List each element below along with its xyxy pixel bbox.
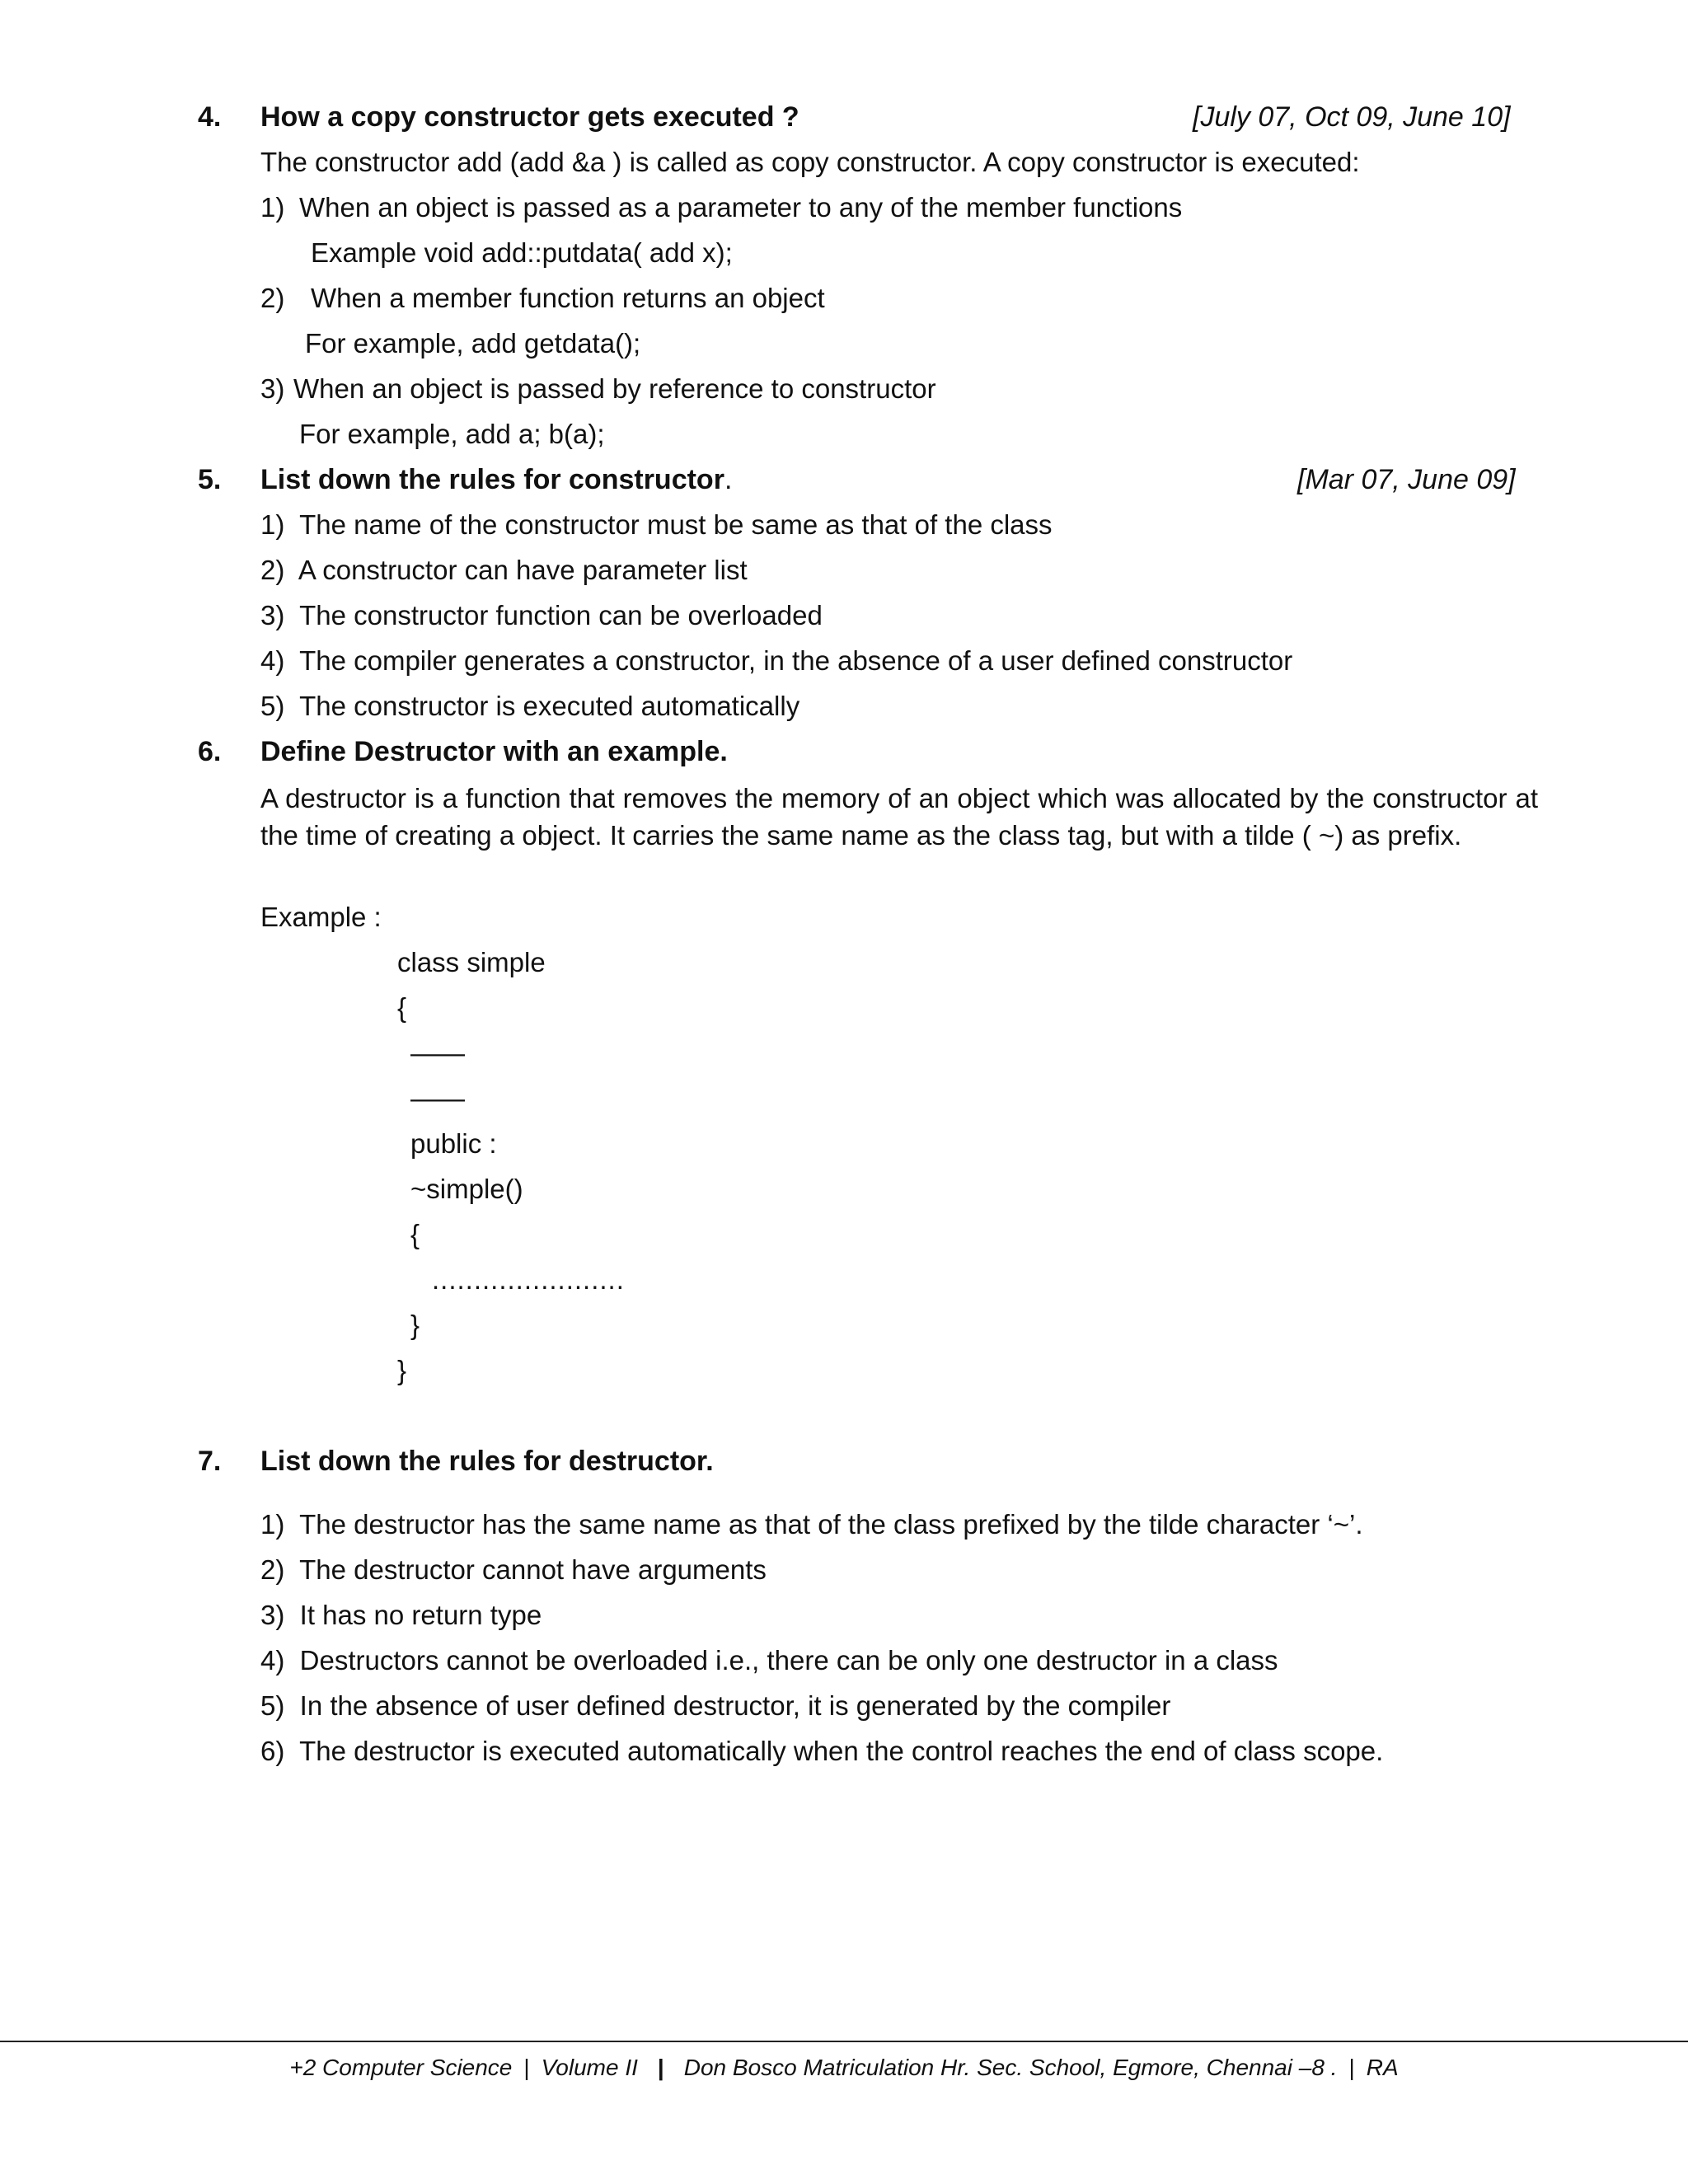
point-label: 1) — [260, 192, 285, 223]
code-line: { — [410, 1219, 420, 1249]
rule-item: 5) In the absence of user defined destructor, it is generated by the compiler — [260, 1690, 1171, 1721]
answer-intro: The constructor add (add &a ) is called as copy constructor. A copy constructor is executed: — [260, 147, 1360, 177]
point-example: For example, add a; b(a); — [299, 419, 605, 449]
rule-item: 6) The destructor is executed automatically when the control reaches the end of class scope. — [260, 1736, 1384, 1766]
code-line: class simple — [397, 947, 546, 977]
code-line: ....................... — [432, 1264, 625, 1295]
code-line: ~simple() — [410, 1174, 523, 1204]
destructor-definition: A destructor is a function that removes the memory of an object which was allocated by the constructor at the time of creating a object. It carries the same name as the class tag, but with a tilde ( ~) as prefix. — [260, 783, 1538, 851]
code-line: } — [410, 1310, 420, 1340]
rule-item: 4) Destructors cannot be overloaded i.e., there can be only one destructor in a class — [260, 1645, 1278, 1675]
footer-initials: RA — [1366, 2055, 1399, 2080]
point-label: 2) — [260, 283, 285, 313]
code-line: { — [397, 992, 407, 1023]
code-line: —— — [410, 1083, 465, 1113]
page-footer — [0, 2053, 1688, 2083]
question-heading — [260, 463, 732, 496]
point-example: For example, add getdata(); — [305, 328, 641, 359]
rule-item: 3) The constructor function can be overloaded — [260, 600, 823, 630]
question-number: 6. — [198, 736, 222, 767]
rule-item: 2) The destructor cannot have arguments — [260, 1554, 767, 1585]
rule-item: 1) The name of the constructor must be same as that of the class — [260, 509, 1053, 540]
question-number: 7. — [198, 1446, 222, 1477]
question-heading-period: . — [724, 464, 733, 495]
footer-separator: | — [523, 2055, 530, 2080]
question-number: 4. — [198, 101, 222, 133]
question-heading-text: List down the rules for constructor — [260, 464, 724, 495]
footer-volume: Volume II — [541, 2055, 638, 2080]
rule-item: 4) The compiler generates a constructor, in the absence of a user defined constructor — [260, 645, 1293, 676]
footer-separator: | — [657, 2055, 664, 2080]
point-text: When a member function returns an object — [311, 283, 825, 313]
footer-course: +2 Computer Science — [289, 2055, 513, 2080]
rule-item: 1) The destructor has the same name as that of the class prefixed by the tilde character ‘~’. — [260, 1509, 1363, 1540]
exam-date-reference: [July 07, Oct 09, June 10] — [1193, 101, 1511, 133]
code-line: } — [397, 1355, 407, 1385]
point-text: When an object is passed as a parameter to any of the member functions — [299, 192, 1183, 223]
code-line: public : — [410, 1128, 497, 1159]
rule-item: 3) It has no return type — [260, 1600, 542, 1630]
rule-item: 2) A constructor can have parameter list — [260, 555, 748, 585]
footer-school: Don Bosco Matriculation Hr. Sec. School, Egmore, Chennai –8 . — [683, 2055, 1338, 2080]
question-number: 5. — [198, 464, 222, 495]
question-heading: How a copy constructor gets executed ? — [260, 101, 799, 133]
footer-divider — [0, 2041, 1688, 2042]
point-text: When an object is passed by reference to constructor — [293, 373, 936, 404]
exam-date-reference: [Mar 07, June 09] — [1297, 464, 1516, 495]
rule-item: 5) The constructor is executed automatically — [260, 691, 800, 721]
code-line: —— — [410, 1038, 465, 1068]
point-example: Example void add::putdata( add x); — [311, 237, 733, 268]
footer-separator: | — [1348, 2055, 1355, 2080]
question-heading: List down the rules for destructor. — [260, 1446, 714, 1477]
example-label: Example : — [260, 902, 382, 932]
point-label: 3) — [260, 373, 285, 404]
question-heading: Define Destructor with an example. — [260, 736, 728, 767]
